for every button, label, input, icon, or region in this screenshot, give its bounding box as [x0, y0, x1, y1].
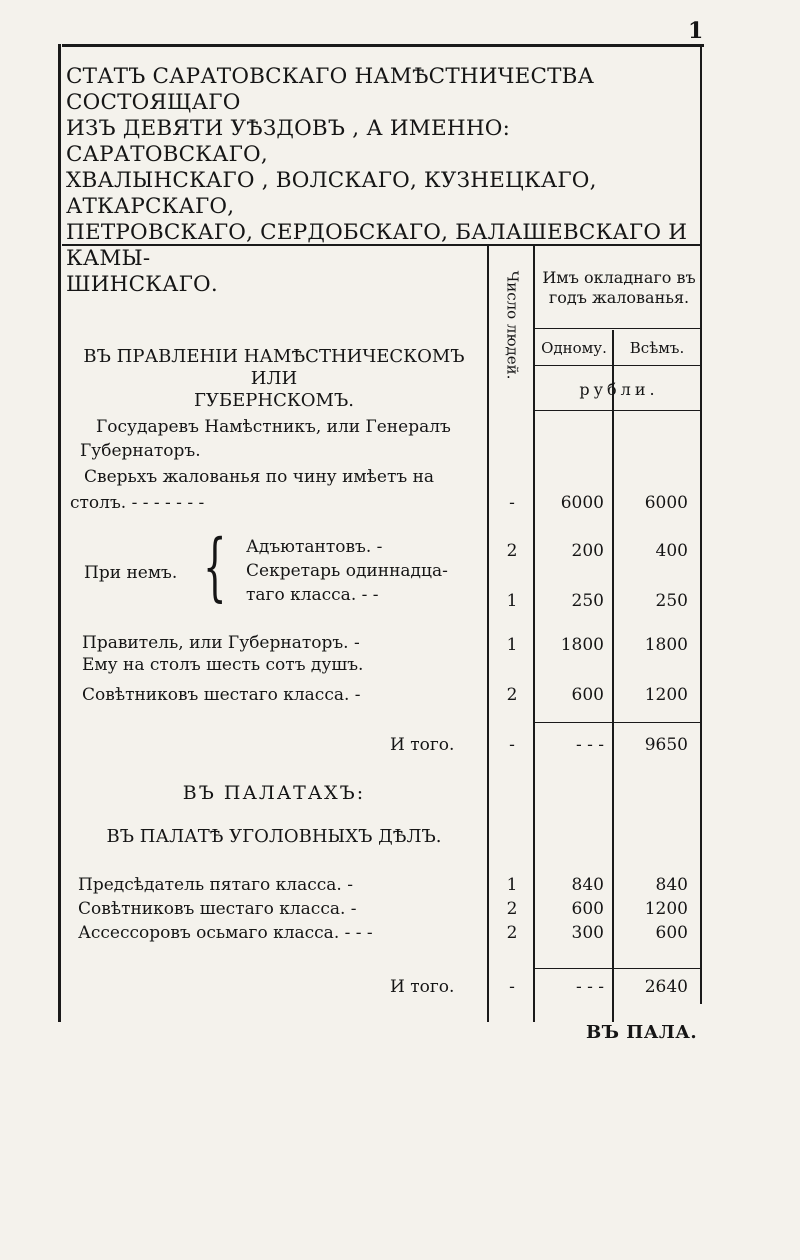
frame-top-rule	[62, 44, 704, 47]
header-salary: Имъ окладнаго въ годъ жалованья.	[542, 268, 696, 307]
row-secretary-all: 250	[655, 591, 688, 611]
header-all: Всѣмъ.	[629, 339, 685, 357]
row2-assessors: Ассессоровъ осьмаго класса. - - -	[78, 923, 373, 943]
total1-one: - - -	[575, 735, 604, 755]
row-pravitel-count: 1	[506, 635, 518, 655]
row-councillors-one: 600	[571, 685, 604, 705]
row-governor-count: -	[509, 493, 515, 513]
total2-rule	[535, 968, 702, 969]
row-secretary-line1: Секретарь одиннадцa-	[246, 561, 448, 581]
total2-one: - - -	[575, 977, 604, 997]
row2-councillors-one: 600	[571, 899, 604, 919]
total1-label: И того.	[390, 735, 455, 755]
section-heading-criminal-chamber: ВЪ ПАЛАТѢ УГОЛОВНЫХЪ ДѢЛЪ.	[106, 826, 442, 847]
row-secretary-line2: таго класса. - -	[246, 585, 379, 605]
row-governor-all: 6000	[644, 493, 688, 513]
row2-councillors-all: 1200	[644, 899, 688, 919]
section-heading-governance: ВЪ ПРАВЛЕНІИ НАМѢСТНИЧЕСКОМЪ ИЛИ ГУБЕРНСКОМЪ.	[83, 346, 465, 411]
row-pravitel-line2: Ему на столъ шесть сотъ душъ.	[82, 655, 364, 675]
row2-chairman-count: 1	[506, 875, 518, 895]
row-pravitel-one: 1800	[560, 635, 604, 655]
row-pri-nem-label: При немъ.	[84, 563, 178, 583]
row-adjutants: Адъютантовъ. -	[246, 537, 383, 557]
header-one: Одному.	[541, 339, 607, 357]
catchword: ВЪ ПАЛА.	[586, 1022, 698, 1043]
brace-symbol: {	[203, 524, 227, 610]
row-secretary-one: 250	[571, 591, 604, 611]
row-pravitel-line1: Правитель, или Губернаторъ. -	[82, 633, 360, 653]
total1-rule	[535, 722, 702, 723]
frame-left-rule	[58, 44, 61, 1022]
row-adjutants-count: 2	[506, 541, 518, 561]
row2-councillors: Совѣтниковъ шестаго класса. -	[78, 899, 357, 919]
document-title: СТАТЪ САРАТОВСКАГО НАМѢСТНИЧЕСТВА СОСТОЯЩАГО ИЗЪ ДЕВЯТИ УѢЗДОВЪ , А ИМЕННО: САРАТОВСКАГО, ХВАЛЫНСКАГО , ВОЛСКАГО, КУЗНЕЦКАГО, АТКАРСКАГО, ПЕТРОВСКАГО, СЕРДОБСКАГО, БАЛАШЕВСКАГО И КАМЫ- ШИНСКАГО.	[66, 64, 688, 297]
page-number: 1	[688, 18, 704, 44]
row-pravitel-all: 1800	[644, 635, 688, 655]
row-adjutants-one: 200	[571, 541, 604, 561]
col-rule-count-left	[487, 246, 489, 1022]
row-councillors-all: 1200	[644, 685, 688, 705]
row2-assessors-all: 600	[655, 923, 688, 943]
row-governor-line2: Губернаторъ.	[80, 441, 201, 461]
salary-sub-rule	[535, 328, 702, 329]
unit-rule	[535, 410, 702, 411]
header-count-text: Число людей.	[503, 270, 522, 380]
header-unit: рубли.	[579, 380, 659, 399]
row-governor-line1: Государевъ Намѣстникъ, или Генералъ	[96, 417, 451, 437]
row-governor-line3: Сверьхъ жалованья по чину имѣетъ на	[84, 467, 435, 487]
row2-assessors-count: 2	[506, 923, 518, 943]
row-adjutants-all: 400	[655, 541, 688, 561]
row2-assessors-one: 300	[571, 923, 604, 943]
total2-count: -	[509, 977, 515, 997]
row2-chairman: Предсѣдатель пятаго класса. -	[78, 875, 353, 895]
row2-councillors-count: 2	[506, 899, 518, 919]
row-governor-one: 6000	[560, 493, 604, 513]
row-governor-line4: столъ. - - - - - - -	[70, 493, 205, 513]
section-heading-chambers: ВЪ ПАЛАТАХЪ:	[182, 782, 366, 804]
header-count	[492, 250, 532, 400]
total1-count: -	[509, 735, 515, 755]
total1-all: 9650	[644, 735, 688, 755]
row2-chairman-one: 840	[571, 875, 604, 895]
row2-chairman-all: 840	[655, 875, 688, 895]
row-councillors: Совѣтниковъ шестаго класса. -	[82, 685, 361, 705]
col-rule-count-right	[533, 246, 535, 1022]
row-councillors-count: 2	[506, 685, 518, 705]
total2-all: 2640	[644, 977, 688, 997]
total2-label: И того.	[390, 977, 455, 997]
salary-sub-rule-2	[535, 365, 702, 366]
row-secretary-count: 1	[506, 591, 518, 611]
